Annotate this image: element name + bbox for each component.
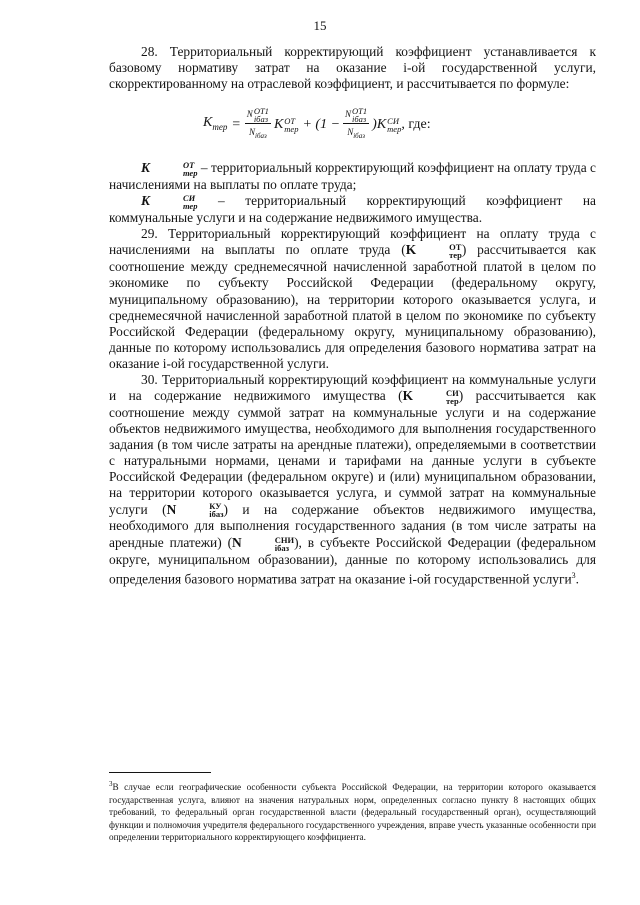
formula-eq: = — [231, 117, 241, 133]
footnote-reference[interactable]: 3 — [571, 570, 576, 580]
page-number: 15 — [313, 18, 327, 33]
formula-k-ter — [109, 104, 596, 146]
formula-tail: , где: — [401, 117, 431, 133]
definition-k-si: K СИ тер – территориальный корректирующий коэффициент на коммунальные услуги и на содержание недвижимого имущества. — [109, 193, 596, 226]
footnote-marker: 3 — [109, 780, 113, 788]
paragraph-30: 30. Территориальный корректирующий коэффициент на коммунальные услуги и на содержание недвижимого имущества (K СИ тер ) рассчитывается как соотношение между суммой затрат на коммунальные услуги и на содержание объектов недвижимого имущества, необходимого для выполнения государственного задания (в том числе затраты на арендные платежи), определяемыми в соответствии с натуральными нормами, ценами и тарифами на данные услуги в субъекте Российской Федерации (федеральном округе) и (или) муниципальном образовании, на территории которого оказывается услуга, и суммой затрат на коммунальные услуги (N КУ iбаз ) и на содержание объектов недвижимого имущества, необходимого для выполнения государственного задания (в том числе затраты на арендные платежи) (N СНИ iбаз ), в субъекте Российской Федерации (федеральном округе, муниципальном образовании), данные по которому использовались для определения базового норматива затрат на оказание i-ой государственной услуги$^3$. — [109, 371, 596, 587]
formula-lhs: $K_{тер}$ — [203, 115, 228, 133]
formula-fraction-1: N ОТ1 iбаз $N_{iбаз}$ — [246, 106, 269, 141]
document-body — [109, 44, 596, 587]
formula-k-ot: K ОТ тер — [273, 116, 299, 135]
formula-close-paren: ) — [372, 117, 377, 133]
formula-plus-open: + (1 − — [302, 117, 341, 133]
footnote-divider — [109, 772, 211, 773]
definition-k-ot: K ОТ тер – территориальный корректирующий коэффициент на оплату труда с начислениями на выплаты по оплате труда; — [109, 160, 596, 193]
paragraph-29: 29. Территориальный корректирующий коэффициент на оплату труда с начислениями на выплаты по оплате труда (K ОТ тер ) рассчитывается как соотношение между среднемесячной начисленной заработной платой в целом по экономике по субъекту Российской Федерации (федеральному округу, муниципальному образованию), на территории которого оказывается услуга, и среднемесячной начисленной заработной платой в целом по экономике по субъекту Российской Федерации (федеральному округу, муниципальному образованию), данные по которому использовались для определения базового норматива затрат на оказание i-ой государственной услуги. — [109, 226, 596, 371]
formula-fraction-2: N ОТ1 iбаз $N_{iбаз}$ — [345, 106, 368, 141]
footnote — [109, 778, 596, 844]
paragraph-28: 28. Территориальный корректирующий коэффициент устанавливается к базовому нормативу затрат на оказание i-ой государственной услуги, скорректированному на отраслевой коэффициент, и рассчитывается по формуле: — [109, 44, 596, 92]
formula-k-si: K СИ тер — [376, 116, 402, 135]
footnote-text: В случае если географические особенности субъекта Российской Федерации, на территории которого оказывается государственная услуга, влияют на значения натуральных норм, определенных согласно пункту 8 настоящих общих требований, то федеральный орган государственной власти (федеральный государственный орган), осуществляющий функции и полномочия учредителя федерального государственного учреждения, вправе учесть указанные особенности при определении территориального корректирующего коэффициента. — [109, 782, 596, 843]
